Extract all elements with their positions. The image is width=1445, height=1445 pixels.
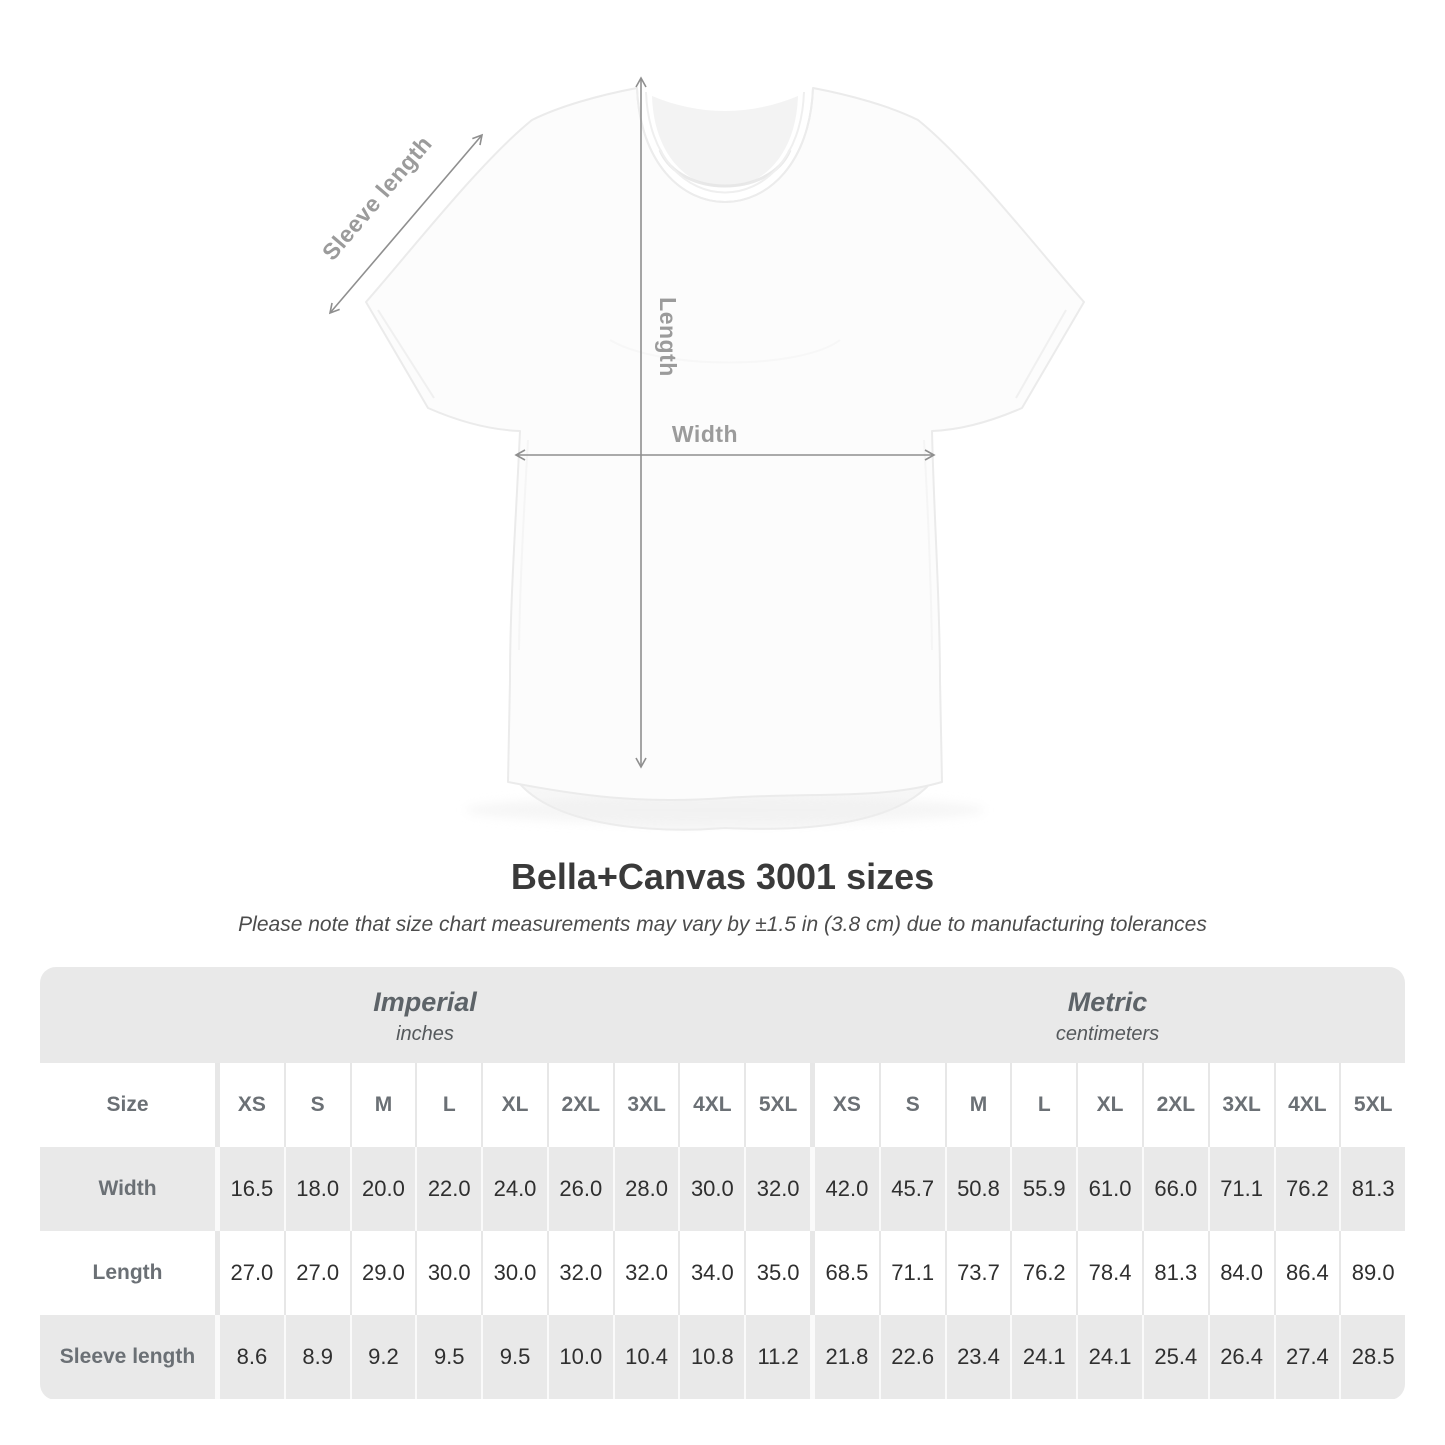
value-cell: 28.5 [1339,1315,1405,1399]
size-header-cell: 4XL [678,1063,744,1147]
value-cell: 30.0 [481,1231,547,1315]
size-header-cell: 3XL [1208,1063,1274,1147]
value-cell: 9.5 [415,1315,481,1399]
imperial-label: Imperial [373,986,477,1017]
tshirt-neck-hole [652,96,798,188]
sleeve-length-label: Sleeve length [316,130,438,266]
value-cell: 61.0 [1076,1147,1142,1231]
value-cell: 66.0 [1142,1147,1208,1231]
value-cell: 26.4 [1208,1315,1274,1399]
value-cell: 55.9 [1010,1147,1076,1231]
size-header-row [40,1063,1405,1147]
value-cell: 27.4 [1274,1315,1340,1399]
width-label: Width [671,421,739,447]
value-cell: 86.4 [1274,1231,1340,1315]
value-cell: 26.0 [547,1147,613,1231]
size-chart-subtitle: Please note that size chart measurements may vary by ±1.5 in (3.8 cm) due to manufacturing tolerances [238,913,1207,936]
metric-unit: centimeters [1055,1022,1160,1045]
value-cell: 81.3 [1339,1147,1405,1231]
value-cell: 32.0 [547,1231,613,1315]
size-chart-title: Bella+Canvas 3001 sizes [510,856,935,897]
imperial-unit: inches [396,1022,454,1045]
size-header-cell: S [879,1063,945,1147]
value-cell: 35.0 [744,1231,810,1315]
value-cell: 11.2 [744,1315,810,1399]
row-label-sleeve-length: Sleeve length [59,1345,196,1368]
table-row-sleeve-length [40,1315,1405,1399]
value-cell: 45.7 [879,1147,945,1231]
value-cell: 18.0 [284,1147,350,1231]
value-cell: 9.2 [350,1315,416,1399]
value-cell: 23.4 [945,1315,1011,1399]
size-header-cell: 5XL [744,1063,810,1147]
size-header-label: Size [106,1093,149,1116]
size-header-cell: L [415,1063,481,1147]
row-label-length: Length [92,1261,163,1284]
size-header-cell: M [945,1063,1011,1147]
size-table [40,967,1405,1400]
value-cell: 50.8 [945,1147,1011,1231]
value-cell: 76.2 [1274,1147,1340,1231]
table-row-length [40,1231,1405,1315]
value-cell: 24.1 [1076,1315,1142,1399]
size-header-cell: XS [215,1063,284,1147]
metric-group-header [810,967,1405,1063]
value-cell: 24.1 [1010,1315,1076,1399]
value-cell: 9.5 [481,1315,547,1399]
width-cells [215,1147,1405,1231]
value-cell: 25.4 [1142,1315,1208,1399]
size-header-cell: XL [481,1063,547,1147]
size-header-cell: M [350,1063,416,1147]
row-label-width: Width [98,1177,157,1200]
value-cell: 42.0 [810,1147,879,1231]
size-header-cell: 2XL [547,1063,613,1147]
table-row-width [40,1147,1405,1231]
size-header-cell: 2XL [1142,1063,1208,1147]
value-cell: 20.0 [350,1147,416,1231]
size-header-cell: 5XL [1339,1063,1405,1147]
value-cell: 76.2 [1010,1231,1076,1315]
size-header-cell: L [1010,1063,1076,1147]
value-cell: 27.0 [284,1231,350,1315]
length-cells [215,1231,1405,1315]
value-cell: 10.0 [547,1315,613,1399]
imperial-group-header [40,967,810,1063]
value-cell: 22.0 [415,1147,481,1231]
metric-label: Metric [1067,986,1148,1017]
value-cell: 10.4 [613,1315,679,1399]
value-cell: 34.0 [678,1231,744,1315]
value-cell: 32.0 [744,1147,810,1231]
value-cell: 81.3 [1142,1231,1208,1315]
value-cell: 29.0 [350,1231,416,1315]
value-cell: 68.5 [810,1231,879,1315]
size-header-cell: XL [1076,1063,1142,1147]
value-cell: 28.0 [613,1147,679,1231]
value-cell: 8.9 [284,1315,350,1399]
size-header-cell: XS [810,1063,879,1147]
value-cell: 24.0 [481,1147,547,1231]
value-cell: 89.0 [1339,1231,1405,1315]
value-cell: 10.8 [678,1315,744,1399]
value-cell: 22.6 [879,1315,945,1399]
value-cell: 71.1 [1208,1147,1274,1231]
tshirt-measurement-diagram [280,40,1160,840]
tshirt-graphic [280,40,1160,840]
value-cell: 21.8 [810,1315,879,1399]
value-cell: 8.6 [215,1315,284,1399]
value-cell: 73.7 [945,1231,1011,1315]
value-cell: 78.4 [1076,1231,1142,1315]
size-header-cell: 3XL [613,1063,679,1147]
value-cell: 84.0 [1208,1231,1274,1315]
size-header-cell: 4XL [1274,1063,1340,1147]
value-cell: 30.0 [415,1231,481,1315]
unit-group-header [40,967,1405,1063]
sleeve-length-cells [215,1315,1405,1399]
value-cell: 27.0 [215,1231,284,1315]
value-cell: 16.5 [215,1147,284,1231]
size-header-cell: S [284,1063,350,1147]
value-cell: 30.0 [678,1147,744,1231]
length-label: Length [655,297,681,377]
value-cell: 32.0 [613,1231,679,1315]
value-cell: 71.1 [879,1231,945,1315]
size-header-cells [215,1063,1405,1147]
